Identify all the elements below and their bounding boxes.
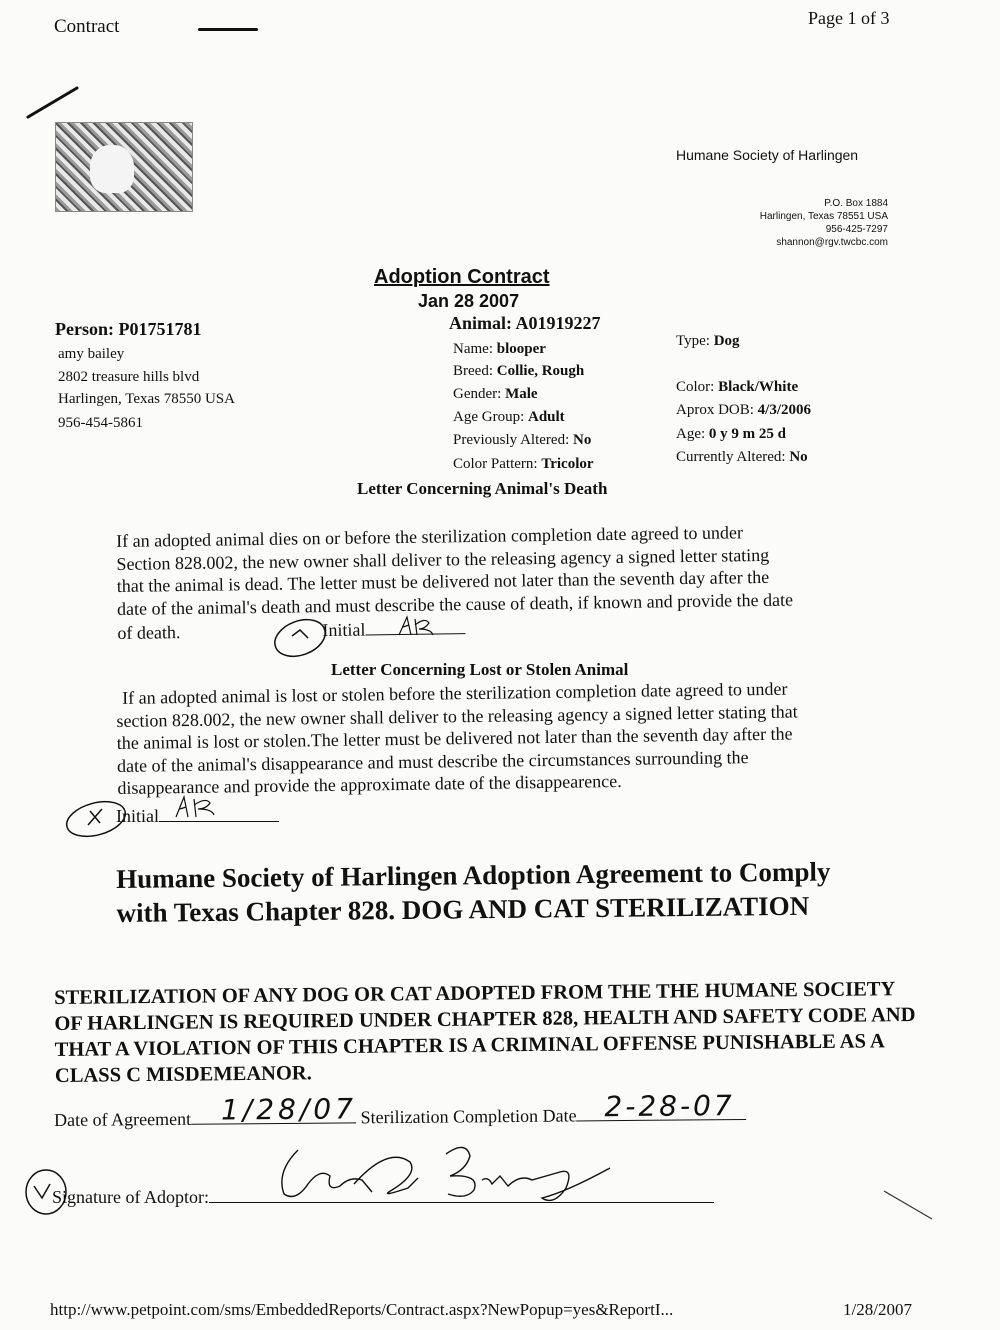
person-street: 2802 treasure hills blvd xyxy=(58,369,200,385)
death-line: Section 828.002, the new owner shall deliver to the releasing agency a signed letter stating xyxy=(116,544,770,574)
animal-field-age-group: Age Group: Adult xyxy=(453,409,565,425)
org-name: Humane Society of Harlingen xyxy=(676,147,859,163)
person-name: amy bailey xyxy=(58,346,125,362)
sterilization-date-label: Sterilization Completion Date xyxy=(360,1105,577,1128)
animal-field-type: Type: Dog xyxy=(676,333,740,349)
lost-line: the animal is lost or stolen.The letter must be delivered not later than the seventh day after the xyxy=(116,723,793,753)
lost-line: date of the animal's disappearance and must describe the circumstances surrounding the xyxy=(116,746,749,776)
org-address-line: shannon@rgv.twcbc.com xyxy=(776,237,888,248)
person-phone: 956-454-5861 xyxy=(58,415,143,431)
animal-id: Animal: A01919227 xyxy=(449,313,601,333)
lost-section-text xyxy=(116,676,917,800)
animal-field-gender: Gender: Male xyxy=(453,386,538,402)
agreement-dates-row xyxy=(54,1089,747,1131)
org-address xyxy=(760,197,888,249)
death-initial-label: Initial xyxy=(322,619,366,641)
death-line: If an adopted animal dies on or before the sterilization completion date agreed to under xyxy=(116,522,743,551)
animal-field-dob: Aprox DOB: 4/3/2006 xyxy=(676,402,812,418)
header-contract-label: Contract xyxy=(54,16,120,37)
animal-field-color: Color: Black/White xyxy=(676,379,799,395)
animal-field-previously-altered: Previously Altered: No xyxy=(453,432,592,448)
animal-photo-dog-shape xyxy=(90,145,134,193)
agreement-heading: Humane Society of Harlingen Adoption Agreement to Comply with Texas Chapter 828. DOG AND CAT STERILIZATION xyxy=(116,856,831,928)
agreement-caps-text: STERILIZATION OF ANY DOG OR CAT ADOPTED FROM THE THE HUMANE SOCIETY OF HARLINGEN IS REQUIRED UNDER CHAPTER 828, HEALTH AND SAFETY CODE AND THAT A VIOLATION OF THIS CHAPTER IS A CRIMINAL OFFENSE PUNISHABLE AS A CLASS C MISDEMEANOR. xyxy=(54,978,916,1087)
signature-check-mark xyxy=(20,1160,70,1220)
date-of-agreement-label: Date of Agreement xyxy=(54,1108,192,1130)
animal-field-breed: Breed: Collie, Rough xyxy=(453,363,585,379)
org-address-line: Harlingen, Texas 78551 USA xyxy=(759,211,888,222)
person-city: Harlingen, Texas 78550 USA xyxy=(58,391,235,407)
death-section-heading: Letter Concerning Animal's Death xyxy=(357,479,608,498)
date-of-agreement-field[interactable] xyxy=(191,1092,358,1127)
page-number: Page 1 of 3 xyxy=(808,8,890,28)
footer-url: http://www.petpoint.com/sms/EmbeddedReports/Contract.aspx?NewPopup=yes&ReportI... xyxy=(50,1300,674,1319)
org-address-line: 956-425-7297 xyxy=(825,224,888,235)
death-section-text xyxy=(116,519,898,644)
animal-field-currently-altered: Currently Altered: No xyxy=(676,449,808,465)
lost-line: section 828.002, the new owner shall deliver to the releasing agency a signed letter stating that xyxy=(116,700,798,731)
lost-initial-label: Initial xyxy=(116,806,159,826)
signature-label: Signature of Adoptor: xyxy=(52,1187,209,1207)
death-handwritten-initials xyxy=(395,613,445,643)
adopter-signature xyxy=(270,1132,630,1212)
contract-date: Jan 28 2007 xyxy=(418,291,520,311)
sterilization-date-value: 2-28-07 xyxy=(604,1089,735,1124)
death-line: date of the animal's death and must describe the cause of death, if known and provide the date xyxy=(116,589,794,619)
sterilization-date-field[interactable] xyxy=(576,1089,746,1124)
death-line: that the animal is dead. The letter must be delivered not later than the seventh day after the xyxy=(116,566,770,596)
death-line: of death. Initial xyxy=(117,609,897,644)
animal-field-color-pattern: Color Pattern: Tricolor xyxy=(453,456,594,472)
animal-field-name: Name: blooper xyxy=(453,341,546,357)
death-initial-check-mark xyxy=(270,610,340,660)
lost-line: If an adopted animal is lost or stolen before the sterilization completion date agreed to under xyxy=(122,678,788,708)
pen-stroke xyxy=(25,82,85,122)
org-address-line: P.O. Box 1884 xyxy=(824,198,888,209)
lost-handwritten-initials xyxy=(172,793,232,823)
person-id: Person: P01751781 xyxy=(55,319,202,339)
animal-field-age: Age: 0 y 9 m 25 d xyxy=(676,426,787,442)
lost-section-heading: Letter Concerning Lost or Stolen Animal xyxy=(331,660,629,679)
stray-pen-mark xyxy=(880,1185,940,1225)
page-title: Adoption Contract xyxy=(374,266,550,288)
footer-date: 1/28/2007 xyxy=(843,1300,912,1319)
lost-initial-check-mark xyxy=(62,795,132,845)
header-dash-mark xyxy=(198,28,258,31)
lost-line: disappearance and provide the approximate date of the disappearence. xyxy=(117,770,622,798)
date-of-agreement-value: 1/28/07 xyxy=(220,1092,358,1127)
